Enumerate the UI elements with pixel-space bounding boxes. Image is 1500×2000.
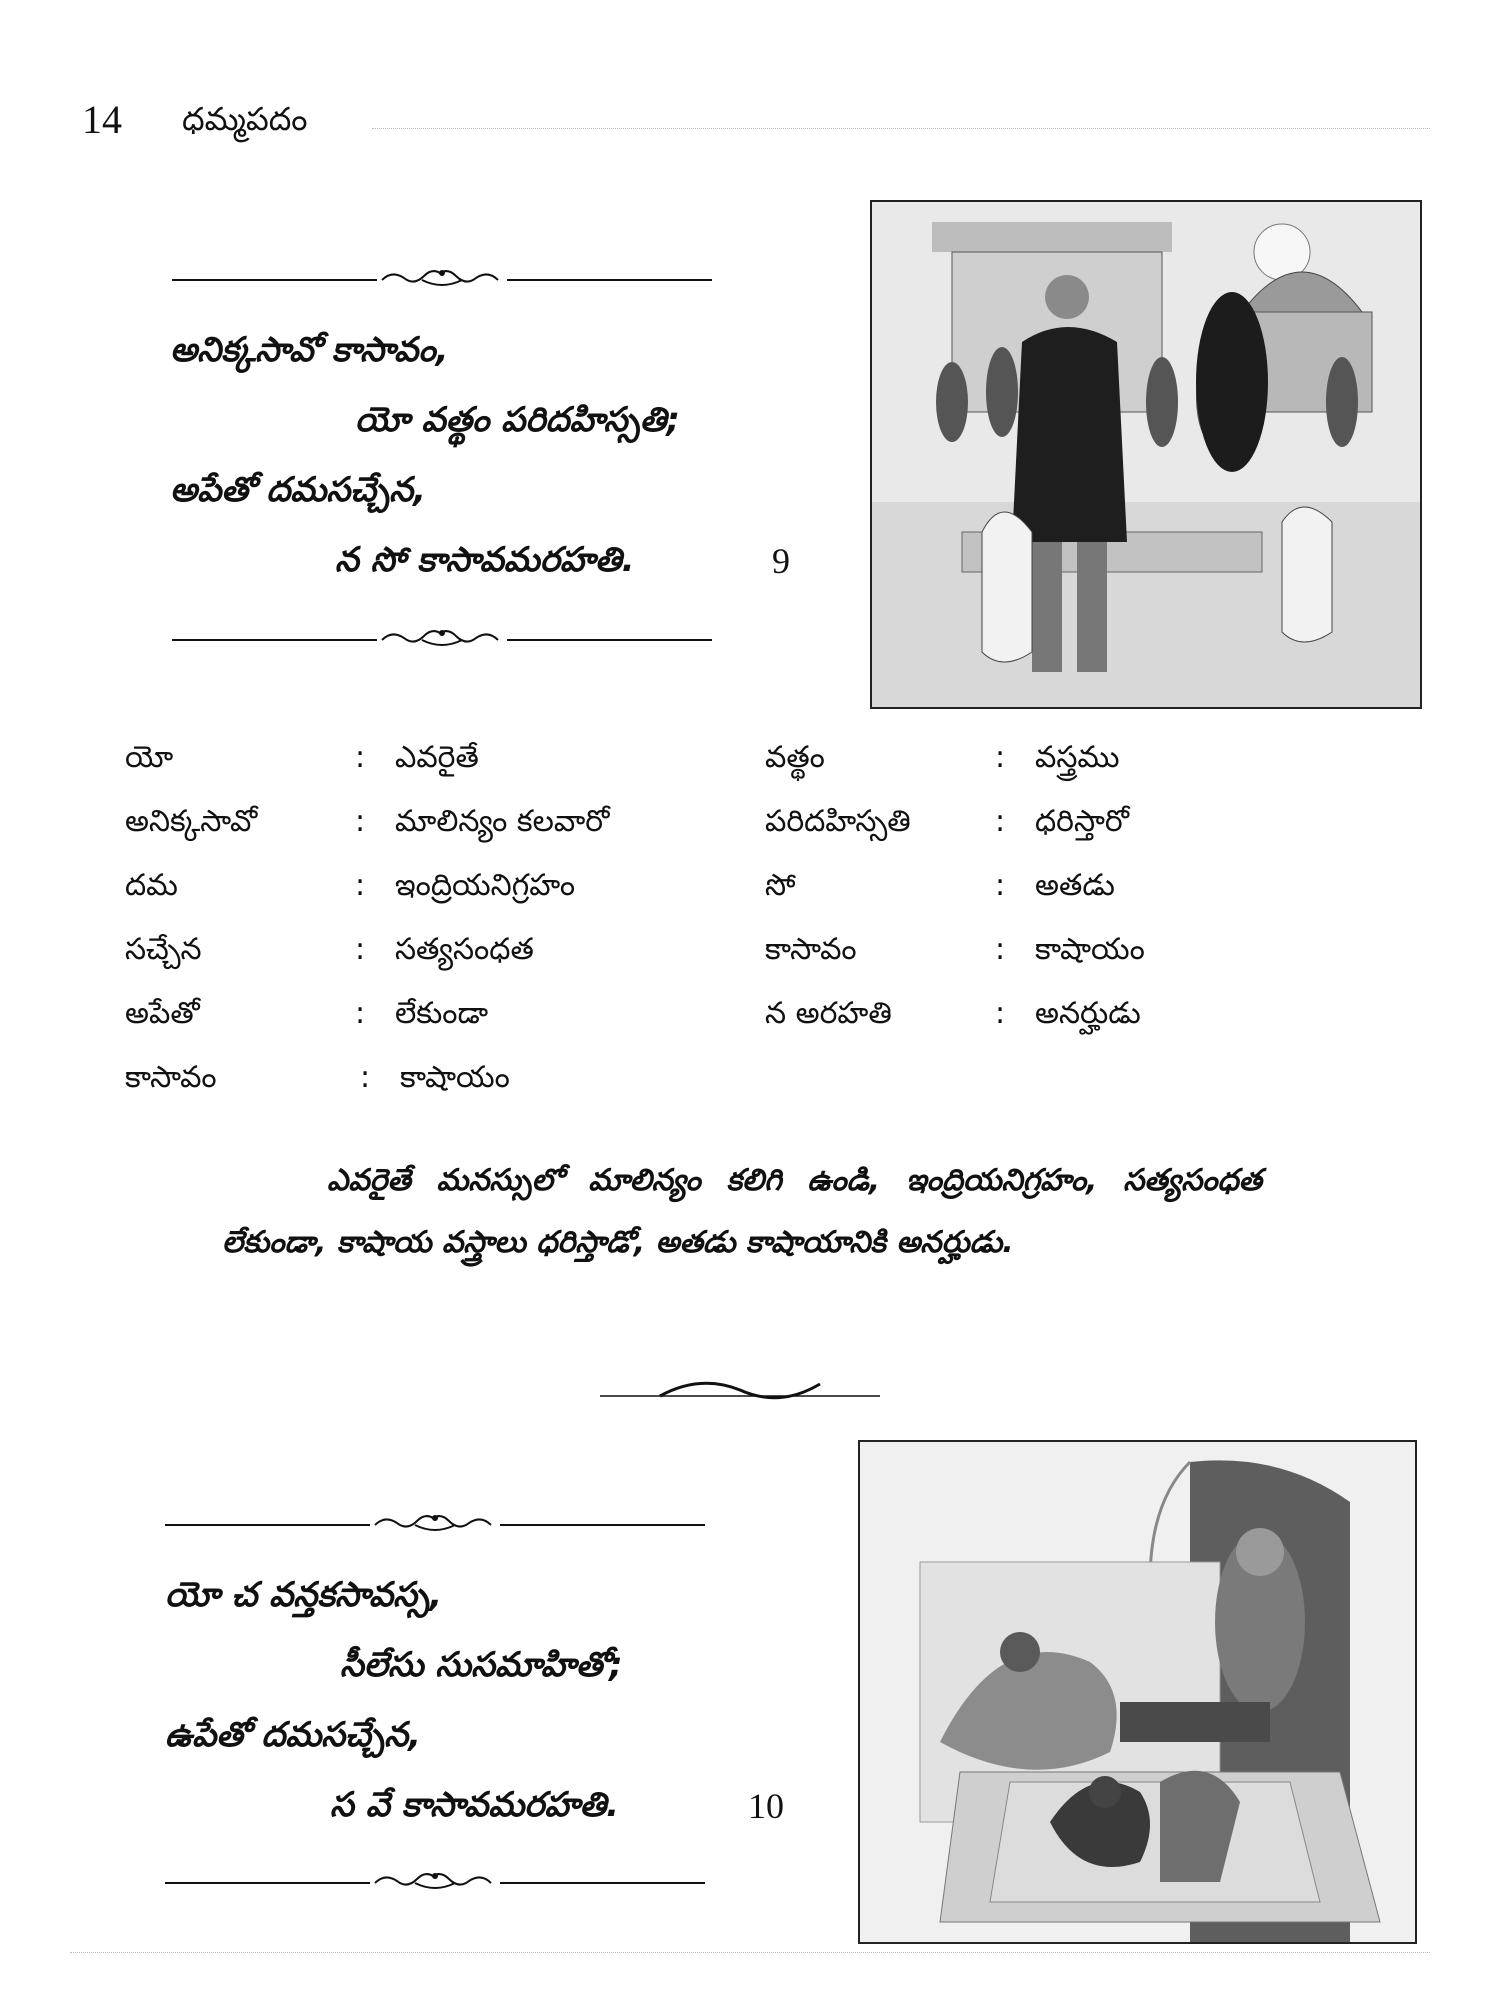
verse-9-line-4: న సో కాసావమరహతి. (335, 540, 635, 580)
glossary-meaning: మాలిన్యం కలవారో (395, 804, 610, 839)
glossary-row (0, 804, 1500, 862)
verse-9-line-1: అనిక్కసావో కాసావం, (170, 330, 449, 370)
verse-9-line-2: యో వత్థం పరిదహిస్సతి; (355, 400, 680, 440)
glossary-term: యో (125, 740, 174, 775)
glossary-colon: : (355, 740, 366, 775)
glossary-colon: : (995, 868, 1006, 903)
verse-9-line-3: అపేతో దమసచ్చేన, (170, 470, 427, 510)
glossary-meaning: అనర్హుడు (1035, 996, 1141, 1031)
glossary-term: కాసావం (765, 932, 857, 967)
glossary-row (0, 1060, 1500, 1118)
glossary-colon: : (995, 932, 1006, 967)
page-number: 14 (82, 97, 122, 142)
glossary-row (0, 868, 1500, 926)
verse-10-line-3: ఉపేతో దమసచ్చేన, (165, 1715, 421, 1755)
verse-10-number: 10 (748, 1786, 784, 1826)
glossary-row (0, 996, 1500, 1054)
glossary-meaning: కాషాయం (1035, 932, 1145, 967)
glossary-meaning: వస్త్రము (1035, 740, 1120, 775)
glossary-term: వత్థం (765, 740, 825, 775)
glossary-meaning: ఎవరైతే (395, 740, 479, 775)
verse-10-line-2: సీలేసు సుసమాహితో; (340, 1645, 623, 1685)
header-rule (372, 128, 1430, 129)
glossary-meaning: సత్యసంధత (395, 932, 534, 967)
scroll-ornament-icon (165, 1868, 705, 1898)
glossary-colon: : (355, 996, 366, 1031)
glossary-colon: : (995, 740, 1006, 775)
worship-illustration (858, 1440, 1417, 1944)
glossary-term: పరిదహిస్సతి (765, 804, 911, 839)
scroll-ornament-icon (172, 265, 712, 295)
scroll-ornament-icon (165, 1510, 705, 1540)
running-title: ధమ్మపదం (182, 100, 308, 138)
glossary-colon: : (360, 1060, 371, 1095)
footer-rule (70, 1952, 1430, 1953)
swash-divider-icon (600, 1378, 880, 1408)
glossary-meaning: ధరిస్తారో (1035, 804, 1129, 839)
glossary-colon: : (355, 868, 366, 903)
verse-10-line-1: యో చ వన్తకసావస్స, (165, 1575, 443, 1615)
glossary-colon: : (355, 804, 366, 839)
glossary-meaning: అతడు (1035, 868, 1115, 903)
glossary-term: కాసావం (125, 1060, 217, 1095)
glossary-colon: : (995, 804, 1006, 839)
glossary-term: న అరహతి (765, 996, 892, 1031)
glossary-meaning: లేకుండా (395, 996, 489, 1031)
scroll-ornament-icon (172, 625, 712, 655)
glossary-colon: : (995, 996, 1006, 1031)
glossary-meaning: కాషాయం (400, 1060, 510, 1095)
glossary-term: దమ (125, 868, 178, 903)
glossary-row (0, 740, 1500, 798)
glossary-colon: : (355, 932, 366, 967)
glossary-meaning: ఇంద్రియనిగ్రహం (395, 868, 576, 903)
verse-10-line-4: స వే కాసావమరహతి. (330, 1785, 620, 1825)
glossary-term: సచ్చేన (125, 932, 202, 967)
glossary-row (0, 932, 1500, 990)
glossary-term: సో (765, 868, 796, 903)
glossary-term: అపేతో (125, 996, 200, 1031)
monk-illustration (870, 200, 1422, 709)
glossary-term: అనిక్కసావో (125, 804, 258, 839)
translation-paragraph: ఎవరైతే మనస్సులో మాలిన్యం కలిగి ఉండి, ఇంద్రియనిగ్రహం, సత్యసంధత లేకుండా, కాషాయ వస్త్రాలు ధరిస్తాడో, అతడు కాషాయానికి అనర్హుడు. (222, 1163, 1262, 1260)
verse-9-number: 9 (772, 541, 790, 581)
